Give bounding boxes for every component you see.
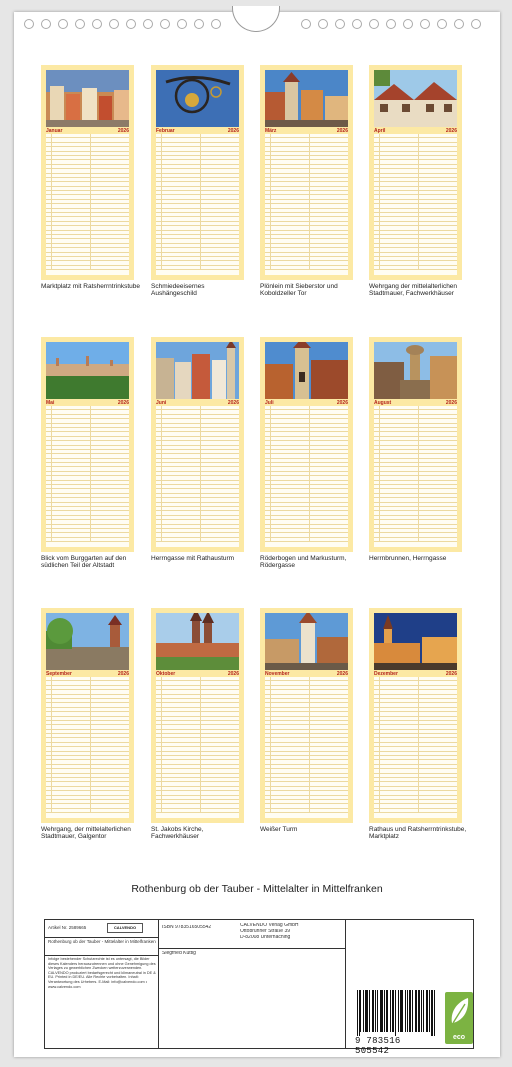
binding-hole (160, 19, 170, 29)
month-name: Januar (46, 128, 63, 134)
month-photo (374, 342, 457, 399)
month-name: März (265, 128, 277, 134)
month-caption: Wehrgang, der mittelalterlichen Stadtmauer, Galgentor (41, 826, 131, 840)
day-grid (156, 134, 239, 275)
imprint-box (44, 919, 474, 1056)
day-grid (374, 677, 457, 818)
month-name: April (374, 128, 386, 134)
month-card (260, 337, 353, 552)
month-name: Juli (265, 400, 274, 406)
day-row (265, 538, 348, 542)
month-year: 2026 (227, 400, 239, 406)
day-row (156, 809, 239, 813)
month-caption: Marktplatz mit Ratsherrntrinkstube (41, 283, 140, 290)
barcode (355, 990, 435, 1056)
month-card (260, 65, 353, 280)
month-name: August (374, 400, 392, 406)
binding-hole (454, 19, 464, 29)
binding-hole (211, 19, 221, 29)
binding-hole (403, 19, 413, 29)
month-photo (46, 342, 129, 399)
month-photo (156, 613, 239, 670)
binding-hole (177, 19, 187, 29)
month-caption: Schmiedeeisernes Aushängeschild (151, 283, 205, 297)
month-photo (265, 613, 348, 670)
month-year: 2026 (227, 128, 239, 134)
day-grid (265, 677, 348, 818)
month-caption: Herrngasse mit Rathausturm (151, 555, 235, 562)
month-caption: St. Jakobs Kirche, Fachwerkhäuser (151, 826, 204, 840)
month-caption: Rathaus und Ratsherrntrinkstube, Marktplatz (369, 826, 467, 840)
month-name: September (46, 671, 72, 677)
article-number: Artikel Nr. 2589665 (48, 925, 87, 930)
month-photo (156, 70, 239, 127)
month-year: 2026 (117, 671, 129, 677)
binding-hole (41, 19, 51, 29)
isbn: ISBN 9783516505542 (162, 925, 212, 930)
day-grid (265, 134, 348, 275)
binding-hole (75, 19, 85, 29)
day-row (156, 538, 239, 542)
month-caption: Herrnbrunnen, Herrngasse (369, 555, 447, 562)
month-year: 2026 (227, 671, 239, 677)
eco-label: eco (452, 1034, 466, 1041)
day-grid (46, 677, 129, 818)
month-card (151, 337, 244, 552)
day-row (156, 266, 239, 270)
calendar-title: Rothenburg ob der Tauber - Mittelalter in Mittelfranken (131, 883, 383, 895)
month-caption: Weißer Turm (260, 826, 298, 833)
day-grid (46, 134, 129, 275)
binding-hole (194, 19, 204, 29)
month-year: 2026 (445, 400, 457, 406)
binding-hole (420, 19, 430, 29)
day-row (46, 809, 129, 813)
binding-hole (318, 19, 328, 29)
month-photo (265, 342, 348, 399)
day-grid (374, 406, 457, 547)
binding-hole (352, 19, 362, 29)
product-title: Rothenburg ob der Tauber - Mittelalter in Mittelfranken (48, 939, 156, 944)
day-row (374, 266, 457, 270)
day-row (374, 538, 457, 542)
publisher-street: Ottobrunner Straße 39 (240, 929, 291, 934)
month-year: 2026 (117, 128, 129, 134)
month-photo (46, 613, 129, 670)
month-year: 2026 (117, 400, 129, 406)
author: Siegfried Kuttig (162, 951, 196, 956)
month-name: November (265, 671, 290, 677)
month-caption: Blick vom Burggarten auf den südlichen Teil der Altstadt (41, 555, 127, 569)
month-card (369, 337, 462, 552)
month-card (369, 65, 462, 280)
binding-hole (437, 19, 447, 29)
day-row (46, 538, 129, 542)
calendar-sheet (14, 12, 500, 1057)
day-grid (46, 406, 129, 547)
day-row (265, 809, 348, 813)
day-row (265, 266, 348, 270)
day-row (374, 809, 457, 813)
month-card (260, 608, 353, 823)
legal-text: Infolge bestehender Schutzrechte ist es untersagt, die Bilder dieses Kalenders herauszutrennen und ohne Genehmigung des Verlages zu gewerblichen Zwecken weiterzuverwenden. CALVENDO produziert bedarfsgerecht und klimaneutral in DE & EU. Printed in DE/EU. Alle Rechte vorbehalten. Inhalt: Verantwortung des Urhebers. E-Mail: info@calvendo.com • www.calvendo.com (48, 957, 156, 989)
binding-hole (109, 19, 119, 29)
leaf-icon (445, 992, 473, 1032)
publisher-name: CALVENDO Verlag GmbH (240, 923, 299, 928)
month-photo (46, 70, 129, 127)
binding-hole (58, 19, 68, 29)
month-photo (374, 613, 457, 670)
day-grid (265, 406, 348, 547)
barcode-digits: 9 783516 505542 (355, 1036, 401, 1056)
calvendo-logo: CALVENDO (107, 923, 143, 933)
binding-hole (126, 19, 136, 29)
month-card (151, 65, 244, 280)
month-card (151, 608, 244, 823)
month-name: Dezember (374, 671, 398, 677)
eco-badge (445, 992, 473, 1044)
publisher-city: D-82008 Unterhaching (240, 935, 291, 940)
day-row (46, 266, 129, 270)
binding-hole (335, 19, 345, 29)
month-card (369, 608, 462, 823)
month-name: Juni (156, 400, 167, 406)
month-year: 2026 (336, 671, 348, 677)
day-grid (156, 677, 239, 818)
month-photo (156, 342, 239, 399)
month-year: 2026 (445, 671, 457, 677)
month-name: Februar (156, 128, 175, 134)
month-card (41, 65, 134, 280)
binding-hole (92, 19, 102, 29)
month-year: 2026 (336, 400, 348, 406)
month-year: 2026 (445, 128, 457, 134)
binding-hole (471, 19, 481, 29)
month-caption: Plönlein mit Sieberstor und Koboldzeller Tor (260, 283, 338, 297)
binding-hole (143, 19, 153, 29)
day-grid (156, 406, 239, 547)
month-card (41, 337, 134, 552)
barcode-bars (355, 990, 435, 1036)
month-name: Oktober (156, 671, 176, 677)
day-grid (374, 134, 457, 275)
month-card (41, 608, 134, 823)
binding-hole (386, 19, 396, 29)
binding-hole (24, 19, 34, 29)
month-name: Mai (46, 400, 55, 406)
month-photo (374, 70, 457, 127)
month-caption: Röderbogen und Markusturm, Rödergasse (260, 555, 347, 569)
month-year: 2026 (336, 128, 348, 134)
month-photo (265, 70, 348, 127)
month-caption: Wehrgang der mittelalterlichen Stadtmauer, Fachwerkhäuser (369, 283, 458, 297)
binding-hole (369, 19, 379, 29)
binding-hole (301, 19, 311, 29)
